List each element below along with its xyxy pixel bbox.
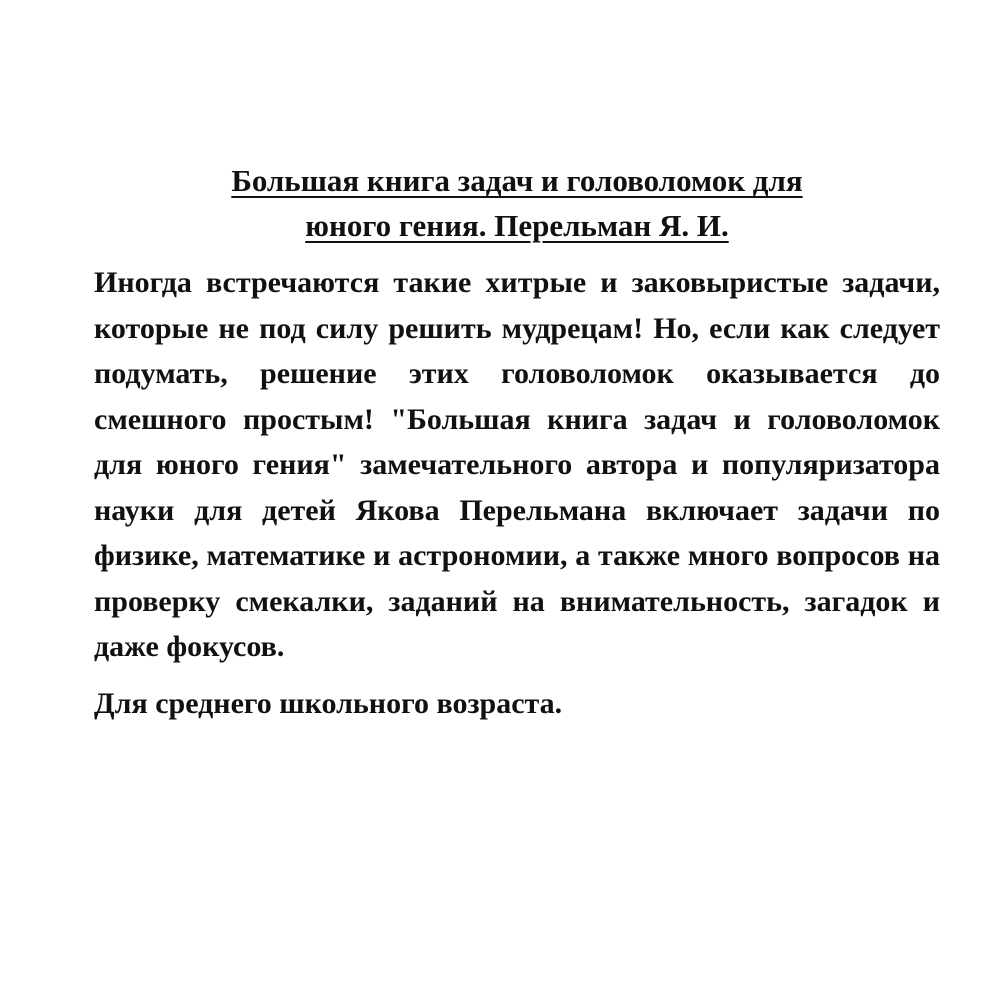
book-title <box>94 158 940 248</box>
book-title-line-1: Большая книга задач и головоломок для <box>231 163 803 198</box>
book-description: Иногда встречаются такие хитрые и заковыристые задачи, которые не под силу решить мудрецам! Но, если как следует подумать, решение этих головоломок оказывается до смешного простым! "Большая книга задач и головоломок для юного гения" замечательного автора и популяризатора науки для детей Якова Перельмана включает задачи по физике, математике и астрономии, а также много вопросов на проверку смекалки, заданий на внимательность, загадок и даже фокусов. <box>94 266 940 663</box>
book-title-line-2: юного гения. Перельман Я. И. <box>305 208 729 243</box>
book-description-page <box>94 158 940 726</box>
age-recommendation: Для среднего школьного возраста. <box>94 686 563 720</box>
